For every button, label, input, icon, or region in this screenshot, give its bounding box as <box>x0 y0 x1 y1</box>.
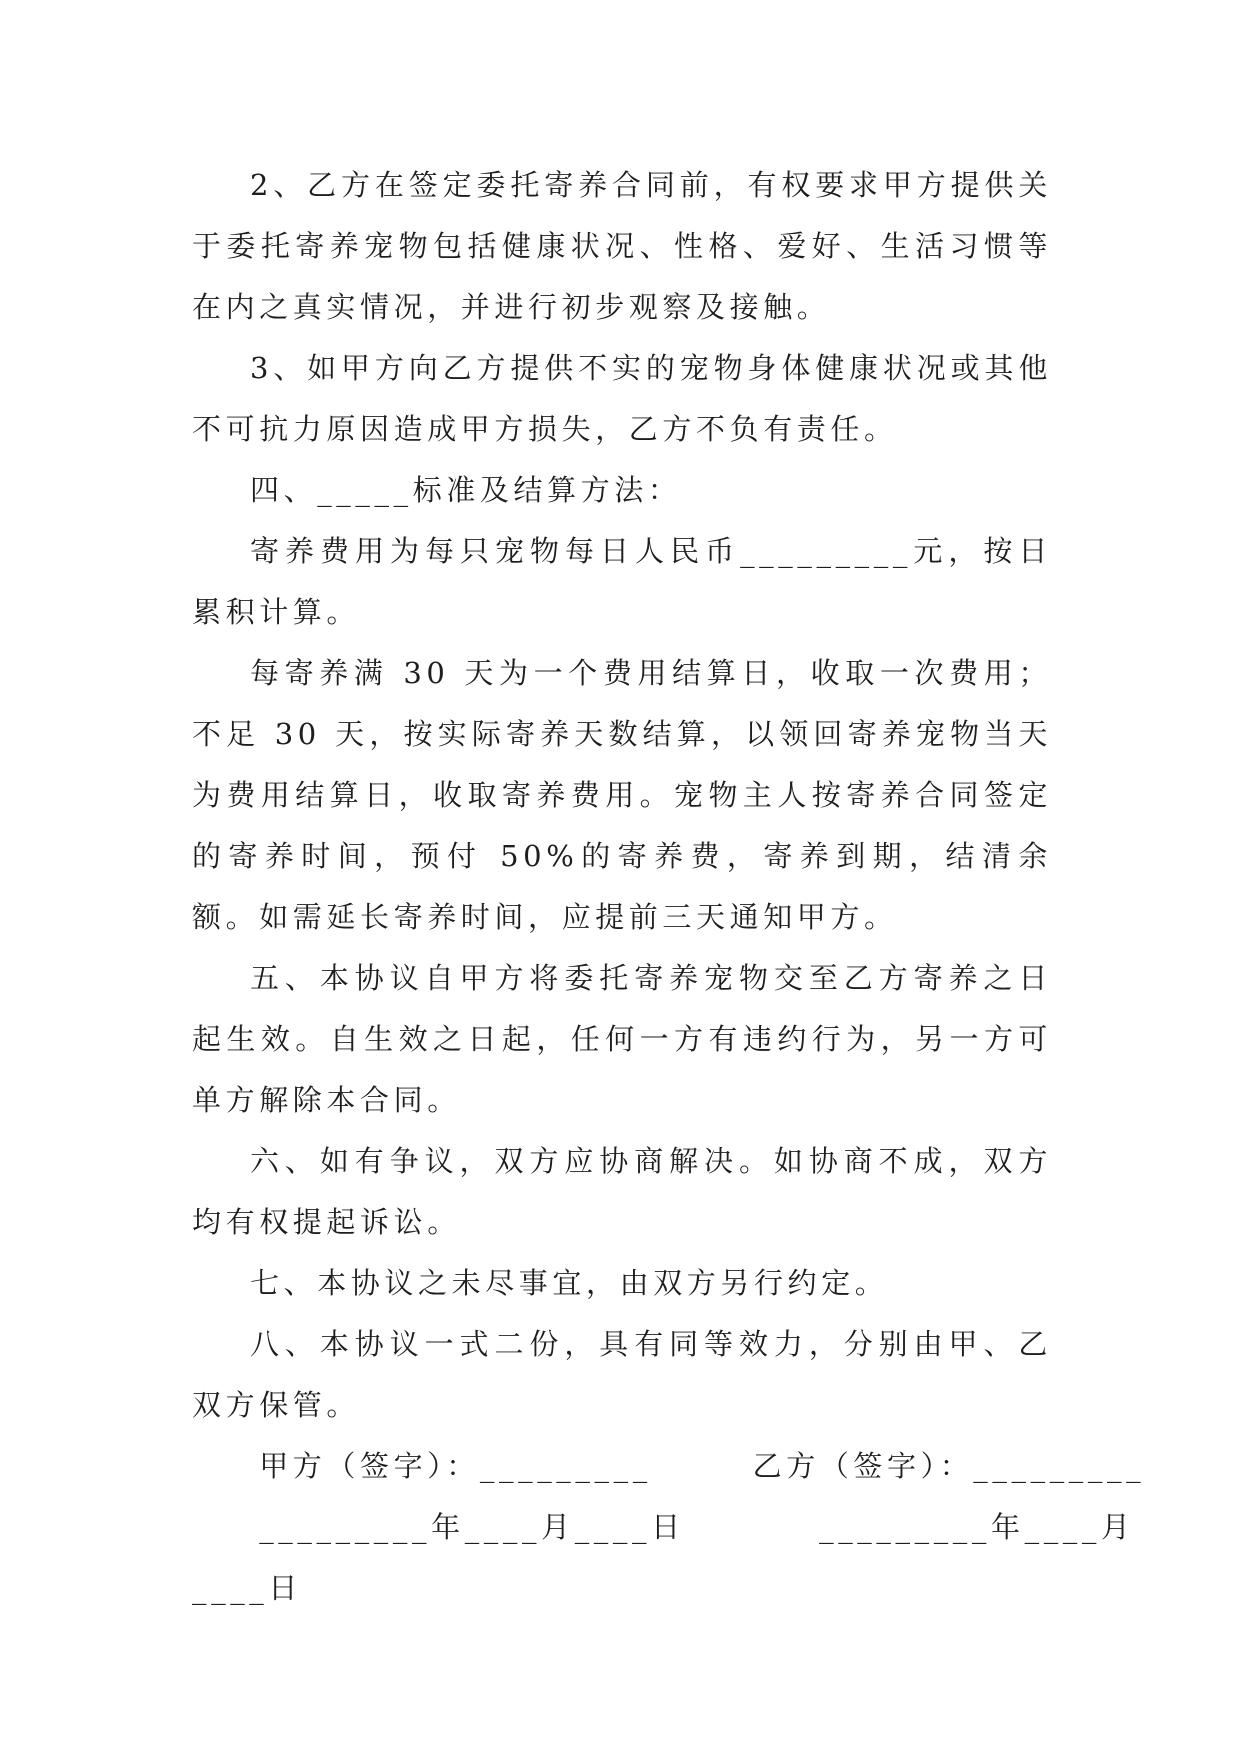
section-heading-fees: 四、_____标准及结算方法： <box>250 473 682 507</box>
paragraph-settlement: 每寄养满 30 天为一个费用结算日，收取一次费用；不足 30 天，按实际寄养天数结算，以领回寄养宠物当天为费用结算日，收取寄养费用。宠物主人按寄养合同签定的寄养时间，预付 50%的寄养费，寄养到期，结清余额。如需延长寄养时间，应提前三天通知甲方。 <box>192 656 1052 934</box>
paragraph-clause-3: 3、如甲方向乙方提供不实的宠物身体健康状况或其他不可抗力原因造成甲方损失，乙方不负有责任。 <box>192 351 1052 446</box>
paragraph-effective-date: 五、本协议自甲方将委托寄养宠物交至乙方寄养之日起生效。自生效之日起，任何一方有违约行为，另一方可单方解除本合同。 <box>192 961 1052 1117</box>
date-line-continued: ____日 <box>192 1571 302 1605</box>
document-body <box>192 155 1146 1619</box>
paragraph-copies: 八、本协议一式二份，具有同等效力，分别由甲、乙双方保管。 <box>192 1327 1052 1422</box>
paragraph-clause-2: 2、乙方在签定委托寄养合同前，有权要求甲方提供关于委托寄养宠物包括健康状况、性格、爱好、生活习惯等在内之真实情况，并进行初步观察及接触。 <box>192 168 1052 324</box>
paragraph-disputes: 六、如有争议，双方应协商解决。如协商不成，双方均有权提起诉讼。 <box>192 1144 1052 1239</box>
signature-line: 甲方（签字）：_________ 乙方（签字）：_________ <box>192 1449 1146 1483</box>
paragraph-daily-fee: 寄养费用为每只宠物每日人民币_________元，按日累积计算。 <box>192 534 1052 629</box>
paragraph-other-matters: 七、本协议之未尽事宜，由双方另行约定。 <box>250 1266 889 1300</box>
date-line: _________年____月____日 _________年____月 <box>192 1510 1135 1544</box>
